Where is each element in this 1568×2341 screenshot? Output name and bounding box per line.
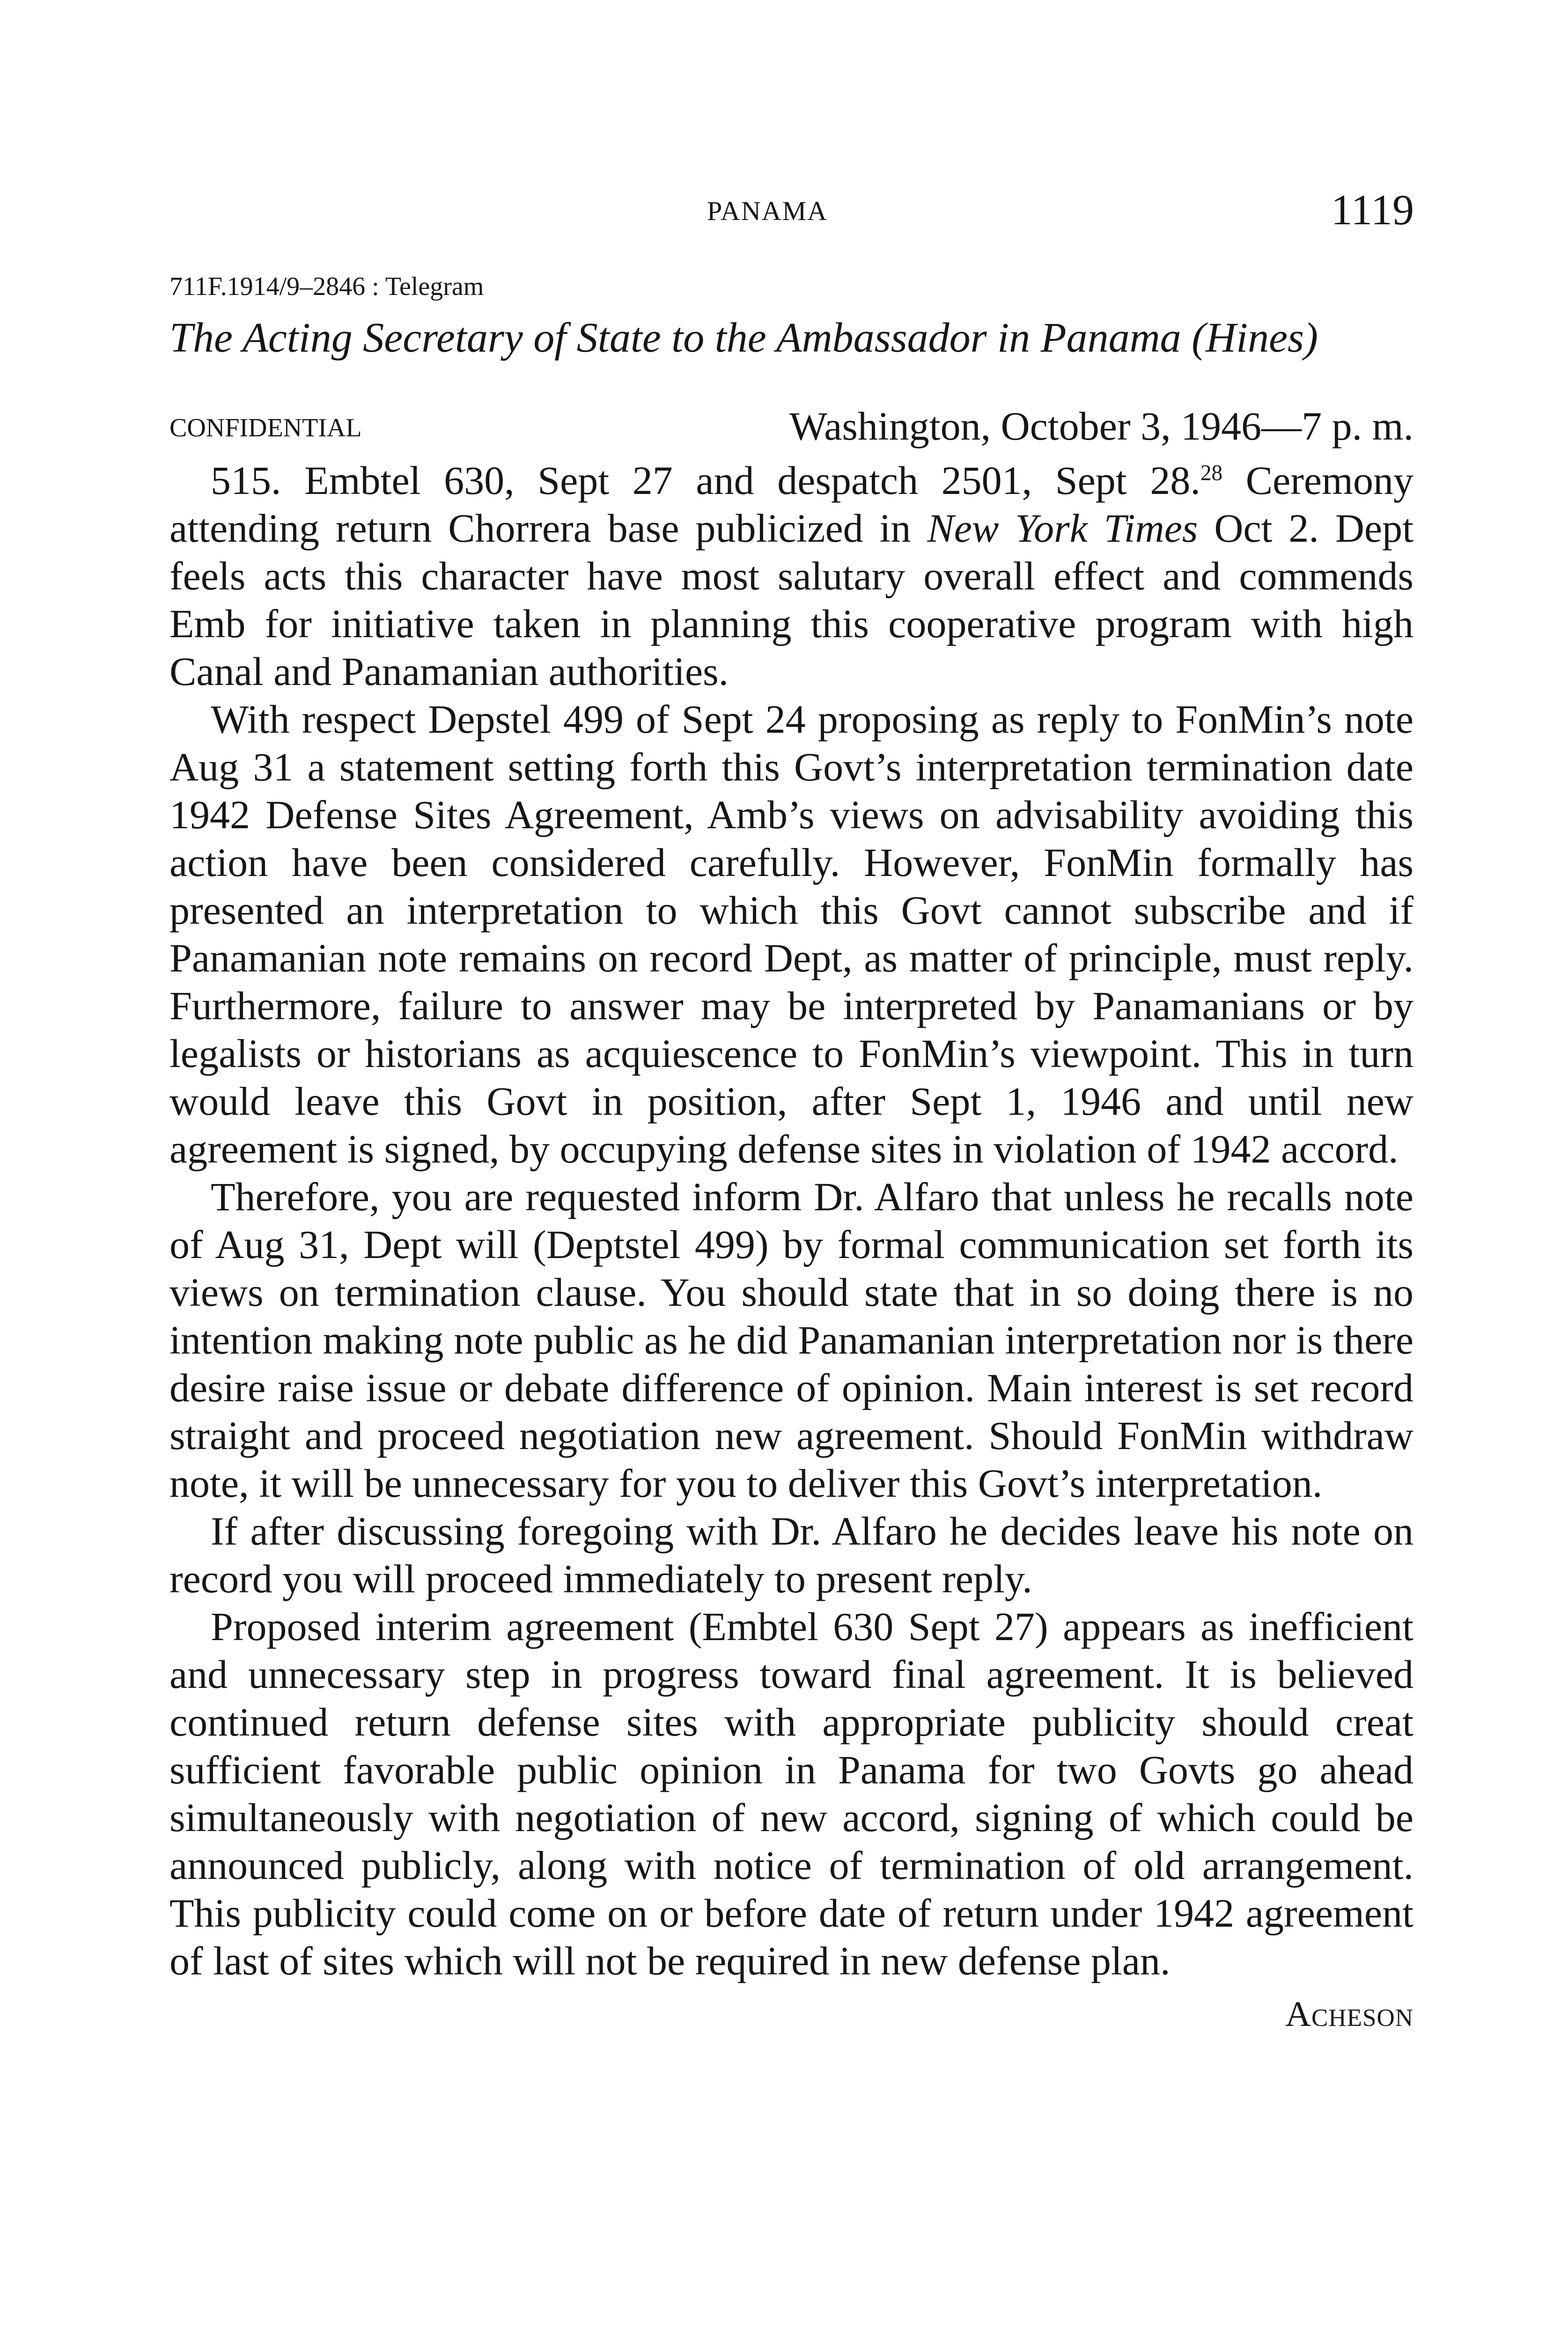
paragraph-3: Therefore, you are requested inform Dr. Alfaro that unless he recalls note of Aug 31, Dept will (Deptstel 499) by formal communication set forth its views on termination clause. You should state that in so doing there is no intention making note public as he did Panamanian interpretation nor is there desire raise issue or debate difference of opinion. Main interest is set record straight and proceed negotiation new agreement. Should FonMin withdraw note, it will be unnecessary for you to deliver this Govt’s interpretation. xyxy=(169,1174,1413,1506)
document-heading: The Acting Secretary of State to the Ambassador in Panama (Hines) xyxy=(169,315,1318,361)
classification-label: CONFIDENTIAL xyxy=(169,413,362,442)
paragraph-1-closing: Oct 2. Dept feels acts this character have most salutary overall effect and commends Emb for initiative taken in planning this cooperative program with high Canal and Panamanian authorities. xyxy=(169,506,1413,694)
dateline xyxy=(169,403,1413,454)
paragraph-4: If after discussing foregoing with Dr. Alfaro he decides leave his note on record you will proceed immediately to present reply. xyxy=(169,1509,1413,1601)
running-head: PANAMA xyxy=(707,196,828,226)
page-header xyxy=(169,185,1414,236)
paragraph-1-opening: 515. Embtel 630, Sept 27 and despatch 2501, Sept 28. xyxy=(211,458,1200,503)
newspaper-title: New York Times xyxy=(927,506,1198,551)
signature: Acheson xyxy=(1285,1995,1413,2034)
place-date: Washington, October 3, 1946—7 p. m. xyxy=(789,404,1413,449)
footnote-reference: 28 xyxy=(1200,461,1223,486)
paragraph-1-middle: Ceremony attending return Chorrera base publicized in xyxy=(169,458,1413,551)
paragraph-2: With respect Depstel 499 of Sept 24 proposing as reply to FonMin’s note Aug 31 a statement setting forth this Govt’s interpretation termination date 1942 Defense Sites Agreement, Amb’s views on advisability avoiding this action have been considered carefully. However, FonMin formally has presented an interpretation to which this Govt cannot subscribe and if Panamanian note remains on record Dept, as matter of principle, must reply. Furthermore, failure to answer may be interpreted by Panamanians or by legalists or historians as acquiescence to FonMin’s viewpoint. This in turn would leave this Govt in position, after Sept 1, 1946 and until new agreement is signed, by occupying defense sites in violation of 1942 accord. xyxy=(169,697,1413,1171)
page-number: 1119 xyxy=(1331,186,1414,234)
document-file-number: 711F.1914/9–2846 : Telegram xyxy=(169,272,484,301)
paragraph-5: Proposed interim agreement (Embtel 630 Sept 27) appears as inefficient and unnecessary step in progress toward final agreement. It is believed continued return defense sites with appropriate publicity should creat sufficient favorable public opinion in Panama for two Govts go ahead simultaneously with negotiation of new accord, signing of which could be announced publicly, along with notice of termination of old arrangement. This publicity could come on or before date of return under 1942 agreement of last of sites which will not be required in new defense plan. xyxy=(169,1604,1413,1983)
paragraph-1 xyxy=(169,456,1413,695)
telegram-body xyxy=(169,456,1413,2035)
